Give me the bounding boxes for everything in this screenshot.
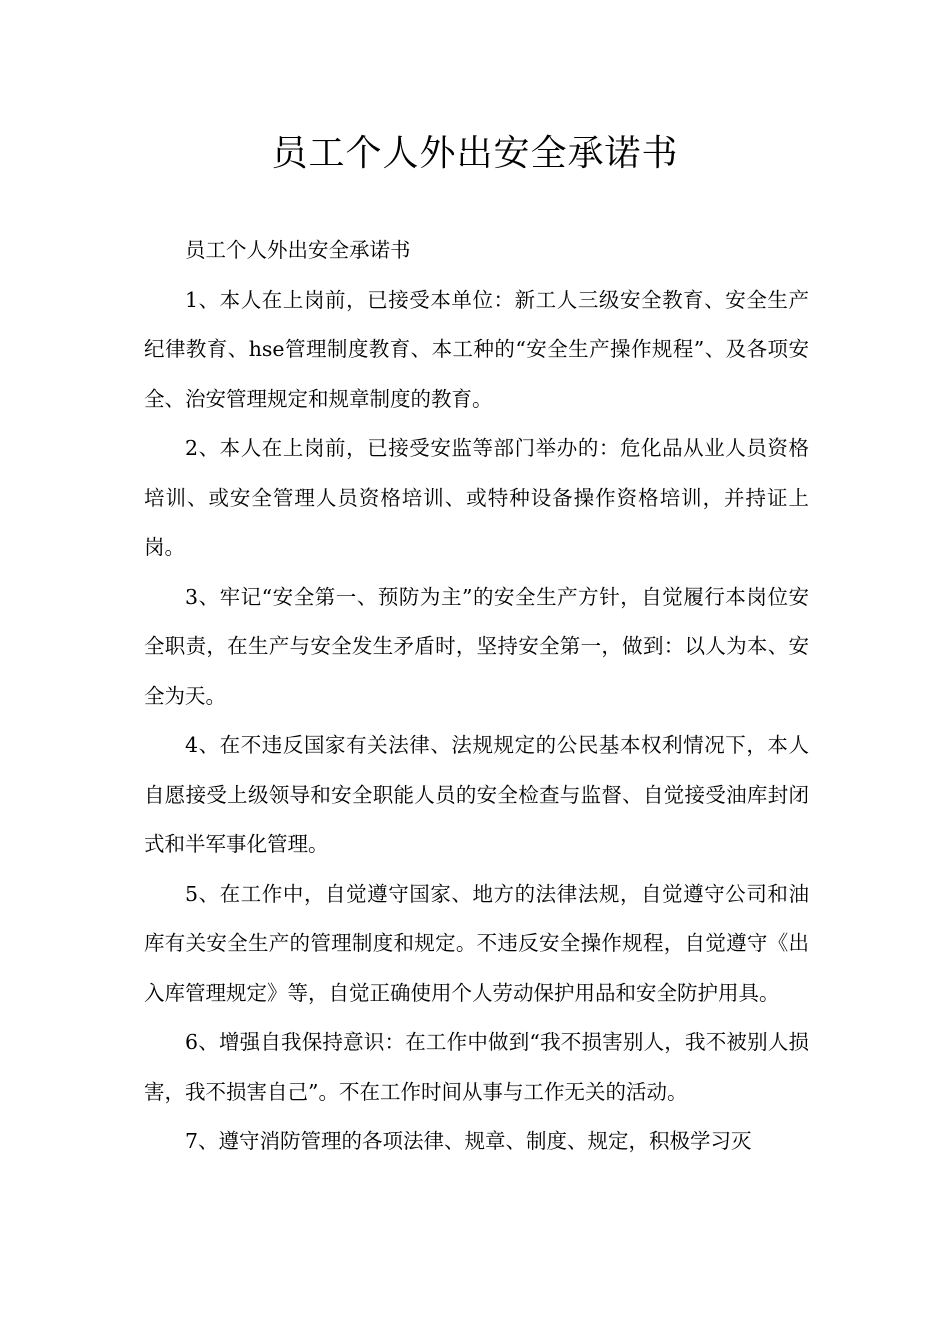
document-title: 员工个人外出安全承诺书 [271, 133, 679, 174]
document-body [144, 226, 809, 1167]
paragraph-item-2: 2、本人在上岗前，已接受安监等部门举办的：危化品从业人员资格培训、或安全管理人员资格培训、或特种设备操作资格培训，并持证上岗。 [144, 436, 809, 559]
paragraph-item-6: 6、增强自我保持意识：在工作中做到“我不损害别人，我不被别人损害，我不损害自己”。不在工作时间从事与工作无关的活动。 [144, 1030, 809, 1104]
paragraph-item-5: 5、在工作中，自觉遵守国家、地方的法律法规，自觉遵守公司和油库有关安全生产的管理制度和规定。不违反安全操作规程，自觉遵守《出入库管理规定》等，自觉正确使用个人劳动保护用品和安全防护用具。 [144, 881, 809, 1005]
paragraph-item-3: 3、牢记“安全第一、预防为主”的安全生产方针，自觉履行本岗位安全职责，在生产与安全发生矛盾时，坚持安全第一，做到：以人为本、安全为天。 [144, 584, 809, 708]
paragraph-item-7: 7、遵守消防管理的各项法律、规章、制度、规定，积极学习灭 [185, 1129, 752, 1153]
paragraph-subtitle: 员工个人外出安全承诺书 [185, 238, 411, 262]
paragraph-item-4: 4、在不违反国家有关法律、法规规定的公民基本权利情况下，本人自愿接受上级领导和安全职能人员的安全检查与监督、自觉接受油库封闭式和半军事化管理。 [144, 733, 809, 856]
paragraph-item-1: 1、本人在上岗前，已接受本单位：新工人三级安全教育、安全生产纪律教育、hse管理制度教育、本工种的“安全生产操作规程”、及各项安全、治安管理规定和规章制度的教育。 [144, 287, 809, 411]
